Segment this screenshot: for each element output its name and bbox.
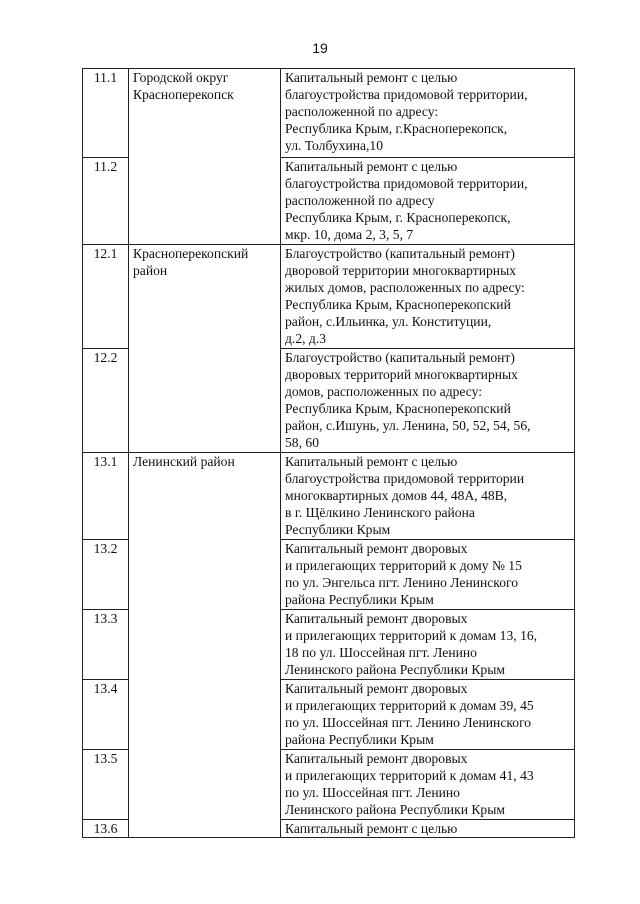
row-number: 13.6 (83, 820, 129, 838)
row-number: 12.2 (83, 349, 129, 453)
description-cell: Капитальный ремонт с целью благоустройства придомовой территории, расположенной по адресу: Республика Крым, г.Красноперекопск, ул. Толбухина,10 (281, 69, 575, 158)
region-cell: Городской округ Красноперекопск (129, 69, 281, 245)
page-number: 19 (312, 40, 328, 56)
row-number: 11.1 (83, 69, 129, 158)
description-cell: Капитальный ремонт дворовых и прилегающих территорий к дому № 15 по ул. Энгельса пгт. Ленино Ленинского района Республики Крым (281, 540, 575, 610)
row-number: 13.4 (83, 680, 129, 750)
description-cell: Капитальный ремонт с целью (281, 820, 575, 838)
description-cell: Капитальный ремонт с целью благоустройства придомовой территории многоквартирных домов 44, 48А, 48В, в г. Щёлкино Ленинского района Республики Крым (281, 453, 575, 540)
region-cell: Красноперекопский район (129, 245, 281, 453)
table-row (83, 69, 575, 158)
table-row (83, 453, 575, 540)
description-cell: Капитальный ремонт дворовых и прилегающих территорий к домам 13, 16, 18 по ул. Шоссейная пгт. Ленино Ленинского района Республики Крым (281, 610, 575, 680)
row-number: 13.1 (83, 453, 129, 540)
row-number: 12.1 (83, 245, 129, 349)
row-number: 13.2 (83, 540, 129, 610)
document-table (82, 68, 575, 838)
row-number: 11.2 (83, 158, 129, 245)
description-cell: Капитальный ремонт дворовых и прилегающих территорий к домам 39, 45 по ул. Шоссейная пгт. Ленино Ленинского района Республики Крым (281, 680, 575, 750)
region-cell: Ленинский район (129, 453, 281, 838)
table-row (83, 245, 575, 349)
description-cell: Благоустройство (капитальный ремонт) дворовых территорий многоквартирных домов, расположенных по адресу: Республика Крым, Красноперекопский район, с.Ишунь, ул. Ленина, 50, 52, 54, 56, 58, 60 (281, 349, 575, 453)
description-cell: Благоустройство (капитальный ремонт) дворовой территории многоквартирных жилых домов, расположенных по адресу: Республика Крым, Красноперекопский район, с.Ильинка, ул. Конституции, д.2, д.3 (281, 245, 575, 349)
description-cell: Капитальный ремонт дворовых и прилегающих территорий к домам 41, 43 по ул. Шоссейная пгт. Ленино Ленинского района Республики Крым (281, 750, 575, 820)
row-number: 13.5 (83, 750, 129, 820)
description-cell: Капитальный ремонт с целью благоустройства придомовой территории, расположенной по адресу Республика Крым, г. Красноперекопск, мкр. 10, дома 2, 3, 5, 7 (281, 158, 575, 245)
row-number: 13.3 (83, 610, 129, 680)
